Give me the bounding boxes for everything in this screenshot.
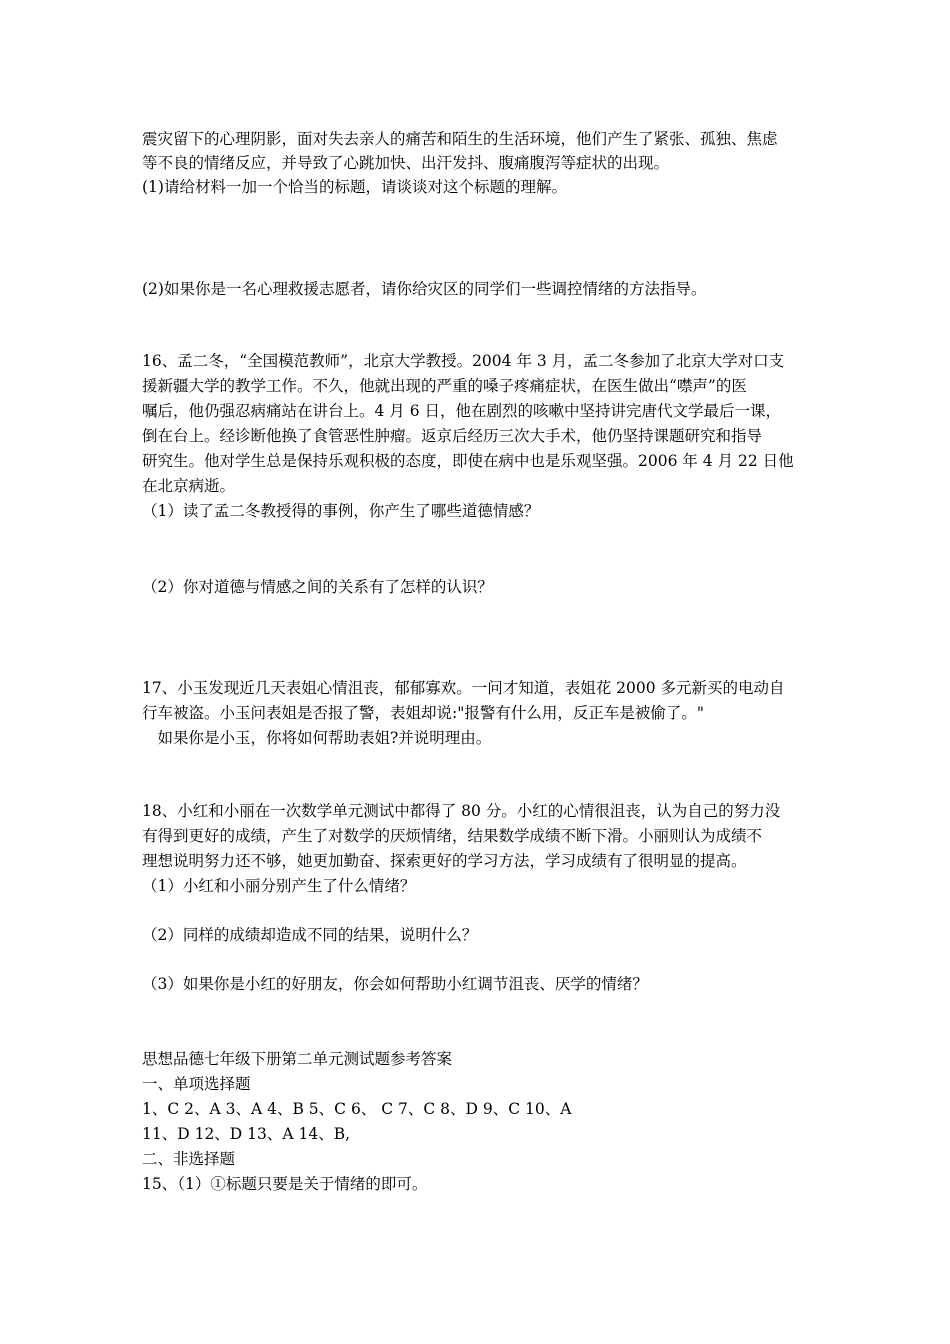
- question-16-heading: 16、孟二冬，“全国模范教师”，北京大学教授。2004 年 3 月，孟二冬参加了北京大学对口支: [142, 352, 785, 370]
- text-line: 行车被盗。小玉问表姐是否报了警，表姐却说:"报警有什么用，反正车是被偷了。": [142, 704, 704, 722]
- question-18-2: （2）同样的成绩却造成不同的结果，说明什么？: [142, 926, 478, 944]
- text-line: 震灾留下的心理阴影，面对失去亲人的痛苦和陌生的生活环境，他们产生了紧张、孤独、焦虑: [142, 130, 778, 148]
- question-18-1: （1）小红和小丽分别产生了什么情绪？: [142, 877, 416, 895]
- text-line: 援新疆大学的教学工作。不久，他就出现的严重的嗓子疼痛症状，在医生做出“噤声”的医: [142, 377, 747, 395]
- question-16-2: （2）你对道德与情感之间的关系有了怎样的认识？: [142, 578, 493, 596]
- question-15-2: (2)如果你是一名心理救援志愿者，请你给灾区的同学们一些调控情绪的方法指导。: [142, 280, 707, 298]
- answer-line: 11、D 12、D 13、A 14、B,: [142, 1125, 351, 1143]
- question-17-ask: 如果你是小玉，你将如何帮助表姐?并说明理由。: [142, 729, 492, 747]
- question-15-1: (1)请给材料一加一个恰当的标题，请谈谈对这个标题的理解。: [142, 178, 567, 196]
- question-17-heading: 17、小玉发现近几天表姐心情沮丧，郁郁寡欢。一问才知道，表姐花 2000 多元新买的电动自: [142, 679, 785, 697]
- text-line: 等不良的情绪反应，并导致了心跳加快、出汗发抖、腹痛腹泻等症状的出现。: [142, 154, 670, 172]
- answer-line: 1、C 2、A 3、A 4、B 5、C 6、 C 7、C 8、D 9、C 10、A: [142, 1100, 572, 1118]
- text-line: 倒在台上。经诊断他换了食管恶性肿瘤。返京后经历三次大手术，他仍坚持课题研究和指导: [142, 427, 763, 445]
- text-line: 有得到更好的成绩，产生了对数学的厌烦情绪，结果数学成绩不断下滑。小丽则认为成绩不: [142, 827, 763, 845]
- text-line: 在北京病逝。: [142, 477, 236, 495]
- section-heading-non-choice: 二、非选择题: [142, 1150, 236, 1168]
- section-heading-single-choice: 一、单项选择题: [142, 1075, 251, 1093]
- text-line: 嘱后，他仍强忍病痛站在讲台上。4 月 6 日，他在剧烈的咳嗽中坚持讲完唐代文学最后一课，: [142, 402, 782, 420]
- question-18-3: （3）如果你是小红的好朋友，你会如何帮助小红调节沮丧、厌学的情绪？: [142, 975, 648, 993]
- answer-line: 15、（1）①标题只要是关于情绪的即可。: [142, 1175, 428, 1193]
- answer-key-title: 思想品德七年级下册第二单元测试题参考答案: [142, 1050, 453, 1068]
- text-line: 理想说明努力还不够，她更加勤奋、探索更好的学习方法，学习成绩有了很明显的提高。: [142, 852, 747, 870]
- question-18-heading: 18、小红和小丽在一次数学单元测试中都得了 80 分。小红的心情很沮丧，认为自己的努力没: [142, 802, 781, 820]
- text-line: 研究生。他对学生总是保持乐观积极的态度，即使在病中也是乐观坚强。2006 年 4 月 22 日他: [142, 452, 794, 470]
- question-16-1: （1）读了孟二冬教授得的事例，你产生了哪些道德情感？: [142, 502, 540, 520]
